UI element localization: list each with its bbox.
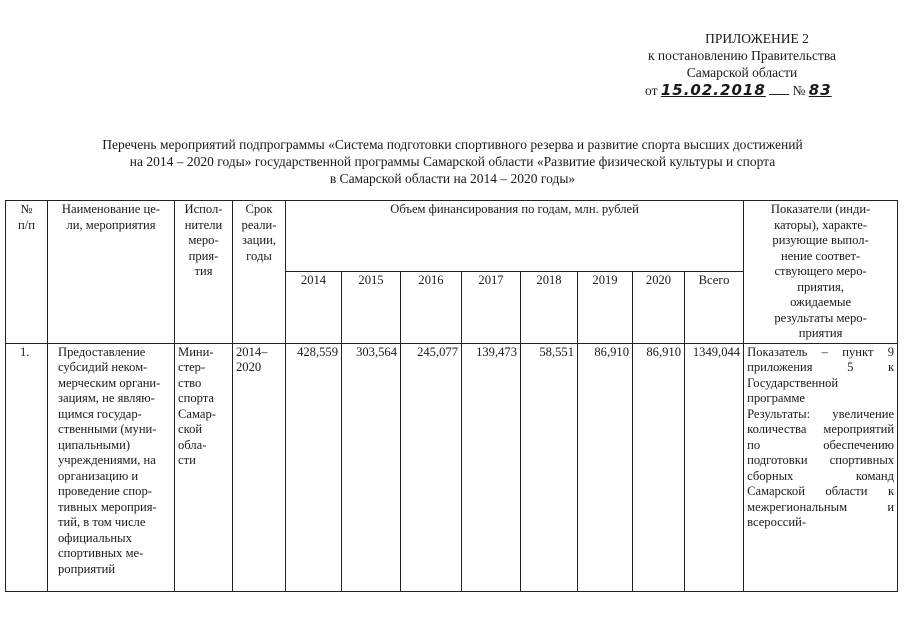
value-2018: 58,551 — [521, 343, 578, 591]
appendix-label: ПРИЛОЖЕНИЕ 2 — [705, 31, 809, 46]
document-header — [627, 30, 857, 99]
header-year: 2018 — [521, 272, 578, 343]
header-funding: Объем финансирования по годам, млн. рублей — [286, 201, 744, 272]
header-no: № п/п — [6, 201, 48, 344]
header-row — [6, 201, 898, 272]
handwritten-number: 83 — [808, 81, 832, 99]
value-2020: 86,910 — [633, 343, 685, 591]
header-year: 2019 — [578, 272, 633, 343]
header-year: 2020 — [633, 272, 685, 343]
header-indicators: Показатели (инди- каторы), характе- ризующие выпол- нение соответ- ствующего меро- приятия, ожидаемые результаты меро- приятия — [744, 201, 898, 344]
row-executors: Мини- стер- ство спорта Самар- ской обла- сти — [175, 343, 233, 591]
value-2015: 303,564 — [342, 343, 401, 591]
header-year: 2015 — [342, 272, 401, 343]
value-total: 1349,044 — [685, 343, 744, 591]
value-2019: 86,910 — [578, 343, 633, 591]
header-year: 2017 — [462, 272, 521, 343]
value-2014: 428,559 — [286, 343, 342, 591]
header-year: 2014 — [286, 272, 342, 343]
row-indicators: Показатель – пункт 9 приложения 5 к Государственной программе Результаты: увеличение количества мероприятий по обеспечению подготовки спортивных сборных команд Самарской области к межрегиональным и всероссий- — [744, 343, 898, 591]
row-term: 2014– 2020 — [233, 343, 286, 591]
value-2016: 245,077 — [401, 343, 462, 591]
title-line-1: Перечень мероприятий подпрограммы «Система подготовки спортивного резерва и развитие спорта высших достижений — [102, 137, 803, 152]
header-year: 2016 — [401, 272, 462, 343]
table-row — [6, 343, 898, 591]
number-label: № — [792, 83, 806, 98]
row-number: 1. — [6, 343, 48, 591]
document-title — [30, 136, 875, 187]
header-line-3: Самарской области — [686, 65, 798, 80]
date-line — [627, 82, 857, 99]
header-name: Наименование це- ли, мероприятия — [48, 201, 175, 344]
handwritten-date: 15.02.2018 — [660, 81, 766, 99]
title-line-3: в Самарской области на 2014 – 2020 годы» — [329, 171, 576, 186]
header-total: Всего — [685, 272, 744, 343]
header-term: Срок реали- зации, годы — [233, 201, 286, 344]
header-executors: Испол- нители меро- прия- тия — [175, 201, 233, 344]
from-label: от — [645, 83, 658, 98]
value-2017: 139,473 — [462, 343, 521, 591]
title-line-2: на 2014 – 2020 годы» государственной программы Самарской области «Развитие физической культуры и спорта — [129, 154, 776, 169]
header-line-2: к постановлению Правительства — [647, 48, 837, 63]
row-name: Предоставление субсидий неком- мерческим органи- зациям, не являю- щимся государ- ственными (муни- ципальными) учреждениями, на организацию и проведение спор- тивных мероприя- тий, в том числе официальных спортивных ме- роприятий — [48, 343, 175, 591]
activities-table — [5, 200, 898, 592]
